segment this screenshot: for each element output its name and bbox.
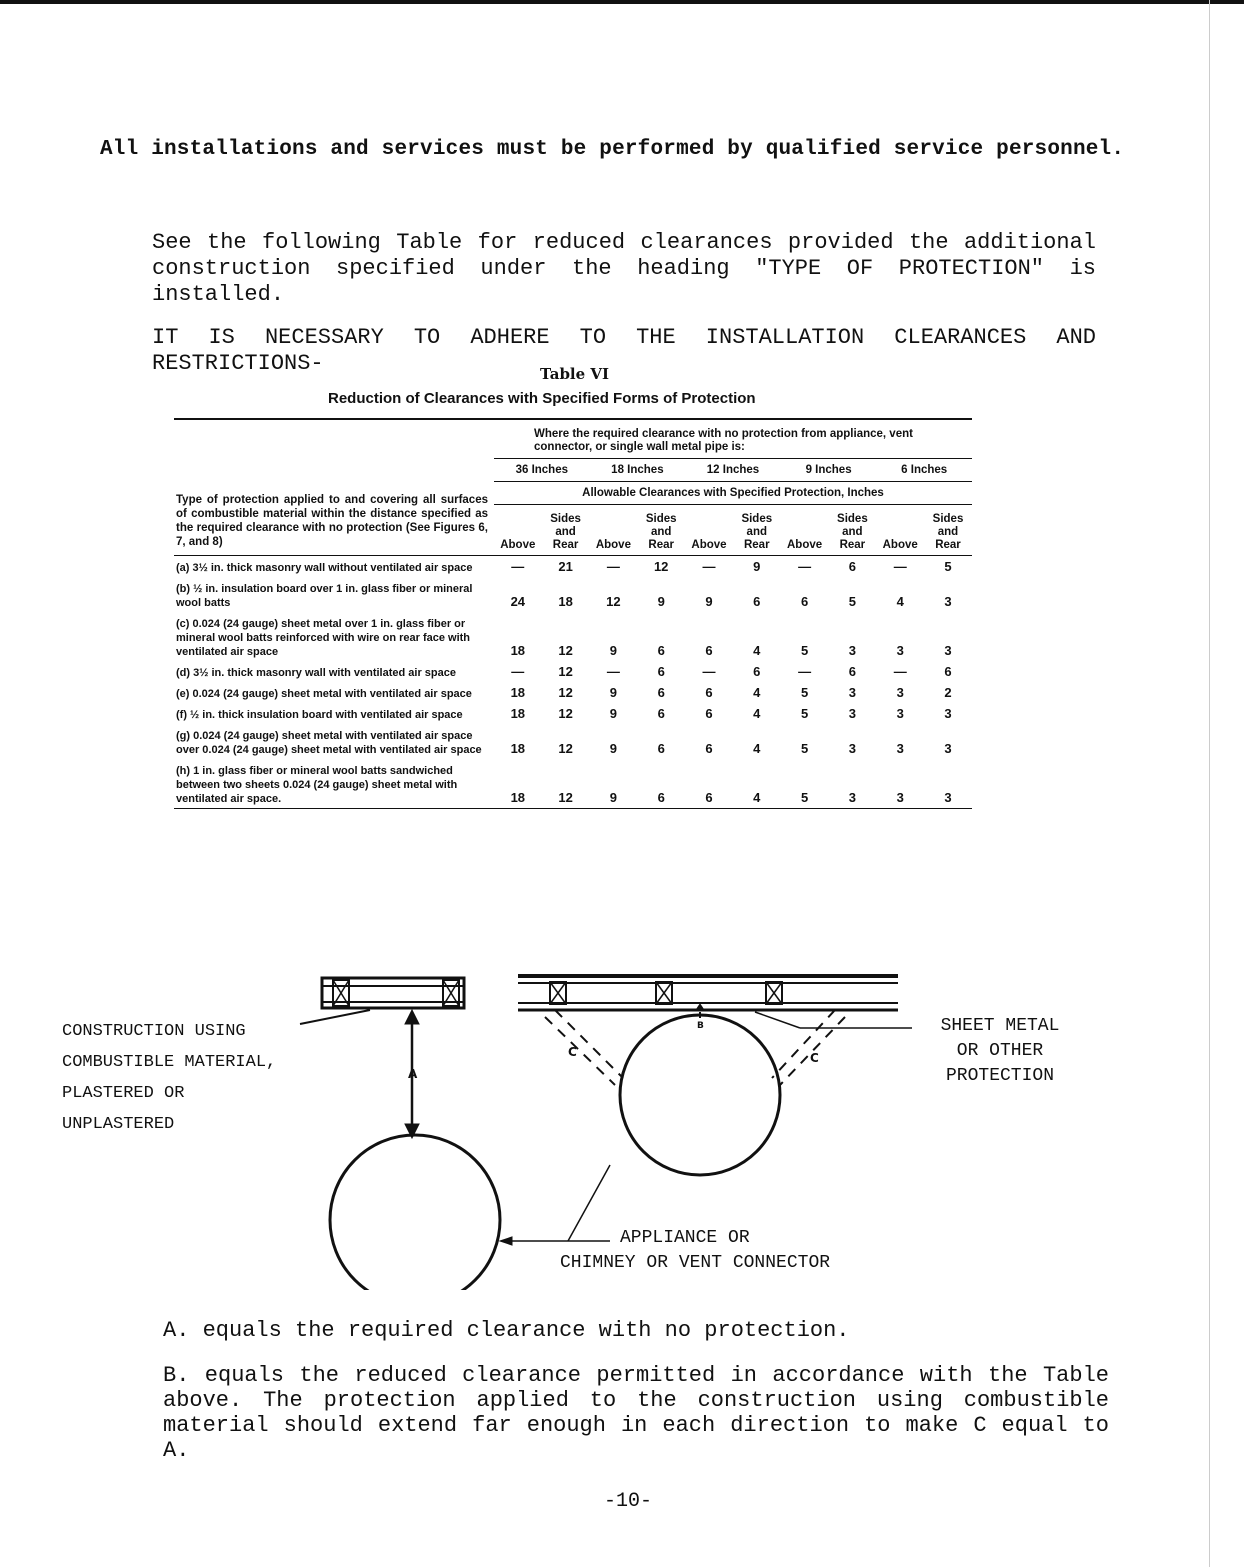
clearance-value-cell: 6	[657, 741, 665, 756]
clearance-value-cell: 6	[705, 706, 713, 721]
clearance-value-cell: 6	[657, 643, 665, 658]
clearance-value-cell: 12	[653, 559, 669, 574]
protection-type-cell: (c) 0.024 (24 gauge) sheet metal over 1 in. glass fiber or mineral wool batts reinforced with wire on rear face with ventilated air space	[176, 618, 471, 658]
clearance-value-cell: 4	[753, 741, 761, 756]
sub-header-sides-rear: Sides and Rear	[932, 513, 964, 551]
clearance-value-cell: 9	[609, 643, 617, 658]
sub-header-sides-rear: Sides and Rear	[837, 513, 868, 551]
clearance-value-cell: 18	[558, 594, 573, 609]
clearance-value-cell: 21	[558, 559, 573, 574]
right-margin-line	[1209, 0, 1210, 1567]
distance-18: 18 Inches	[590, 459, 686, 482]
protection-type-cell: (d) 3½ in. thick masonry wall with ventilated air space	[176, 667, 456, 679]
top-border-line	[0, 0, 1244, 4]
clearance-value-cell: 9	[609, 685, 617, 700]
clearance-value-cell: 6	[705, 741, 713, 756]
clearance-value-cell: 12	[558, 643, 573, 658]
clearance-value-cell: 5	[944, 559, 952, 574]
clearance-value-cell: 9	[705, 594, 713, 609]
clearance-c-left-arrow	[545, 1010, 623, 1085]
clearance-value-cell: 6	[848, 559, 856, 574]
protection-label-line2: OR OTHER	[956, 1041, 1044, 1061]
distance-36: 36 Inches	[494, 459, 590, 482]
clearance-value-cell: 18	[510, 685, 526, 700]
construction-label-line2: COMBUSTIBLE MATERIAL,	[62, 1053, 277, 1072]
note-a: A. equals the required clearance with no protection.	[163, 1318, 850, 1343]
clearance-value-cell: —	[702, 664, 716, 679]
clearance-value-cell: 3	[848, 741, 856, 756]
clearance-value-cell: —	[702, 559, 716, 574]
clearance-value-cell: 6	[657, 706, 665, 721]
clearance-value-cell: 6	[705, 643, 713, 658]
table-row	[174, 682, 972, 703]
distance-9: 9 Inches	[781, 459, 877, 482]
clearance-value-cell: 3	[896, 741, 904, 756]
clearance-value-cell: 5	[800, 685, 809, 700]
clearance-value-cell: 4	[733, 759, 781, 809]
clearance-value-cell: —	[798, 664, 812, 679]
clearance-value-cell: 3	[896, 706, 904, 721]
clearance-value-cell: 9	[753, 559, 761, 574]
clearance-value-cell: 4	[896, 594, 904, 609]
sub-header-above: Above	[500, 539, 536, 551]
protection-label-line1: SHEET METAL	[940, 1016, 1060, 1036]
table-row	[174, 556, 972, 578]
clearance-value-cell: 3	[848, 643, 856, 658]
clearance-value-cell: 5	[800, 706, 809, 721]
distance-12: 12 Inches	[685, 459, 781, 482]
construction-label-line4: UNPLASTERED	[62, 1115, 175, 1134]
clearance-value-cell: 3	[896, 685, 904, 700]
clearance-table	[174, 418, 972, 809]
sub-header-above: Above	[595, 539, 631, 551]
required-clearance-header: Where the required clearance with no protection from appliance, vent connector, or single wall metal pipe is:	[494, 419, 972, 459]
protection-type-cell: (g) 0.024 (24 gauge) sheet metal with ventilated air space over 0.024 (24 gauge) sheet metal with ventilated air space	[176, 730, 482, 756]
clearance-value-cell: 6	[753, 664, 761, 679]
table-row	[174, 577, 972, 612]
letter-c-right: C	[810, 1051, 819, 1065]
clearance-value-cell: 2	[944, 685, 952, 700]
clearance-value-cell: 4	[753, 706, 761, 721]
type-of-protection-header: Type of protection applied to and covering all surfaces of combustible material within the distance specified as the required clearance with no protection (See Figures 6, 7, and 8)	[176, 494, 488, 548]
table-title: Reduction of Clearances with Specified Forms of Protection	[328, 390, 756, 407]
clearance-value-cell: 3	[848, 685, 856, 700]
clearance-value-cell: 18	[494, 759, 542, 809]
clearance-value-cell: 9	[609, 741, 617, 756]
protection-type-cell: (b) ½ in. insulation board over 1 in. glass fiber or mineral wool batts	[176, 583, 473, 609]
sub-header-sides-rear: Sides and Rear	[741, 513, 773, 551]
protection-label	[930, 1014, 1070, 1089]
clearance-value-cell: 6	[848, 664, 856, 679]
leader-lines	[300, 1010, 912, 1245]
construction-label-line3: PLASTERED OR	[62, 1084, 185, 1103]
clearance-value-cell: 9	[590, 759, 638, 809]
sub-header-sides-rear: Sides and Rear	[645, 513, 677, 551]
clearance-value-cell: 5	[800, 643, 809, 658]
table-row	[174, 759, 972, 809]
clearance-value-cell: 12	[558, 706, 573, 721]
table-row	[174, 703, 972, 724]
appliance-label-line1: APPLIANCE OR	[620, 1228, 750, 1248]
clearance-value-cell: 6	[657, 664, 665, 679]
protection-type-cell: (e) 0.024 (24 gauge) sheet metal with ventilated air space	[176, 688, 472, 700]
right-appliance-circle	[620, 1015, 780, 1175]
clearance-value-cell: 6	[637, 759, 685, 809]
protection-type-cell: (f) ½ in. thick insulation board with ventilated air space	[176, 709, 463, 721]
clearance-value-cell: 9	[657, 594, 665, 609]
clearance-value-cell: —	[606, 664, 620, 679]
clearance-value-cell: 6	[753, 594, 761, 609]
letter-c-left: C	[568, 1045, 577, 1059]
table-row	[174, 724, 972, 759]
right-construction-beam	[518, 976, 898, 1010]
clearance-value-cell: —	[511, 664, 525, 679]
adhere-paragraph: IT IS NECESSARY TO ADHERE TO THE INSTALLATION CLEARANCES AND RESTRICTIONS-	[152, 325, 1096, 376]
clearance-value-cell: —	[893, 559, 907, 574]
appliance-label	[560, 1226, 830, 1276]
protection-type-cell: (h) 1 in. glass fiber or mineral wool batts sandwiched between two sheets 0.024 (24 gauge) sheet metal with ventilated air space.	[174, 759, 494, 809]
clearance-value-cell: 6	[800, 594, 809, 609]
clearance-value-cell: 18	[510, 741, 526, 756]
table-row	[174, 612, 972, 661]
clearance-value-cell: 6	[944, 664, 952, 679]
protection-label-line3: PROTECTION	[945, 1066, 1055, 1086]
clearance-value-cell: 6	[657, 685, 665, 700]
intro-paragraph: See the following Table for reduced clearances provided the additional construction specified under the heading "TYPE OF PROTECTION" is installed.	[152, 230, 1096, 307]
clearance-value-cell: 24	[510, 594, 526, 609]
sub-header-above: Above	[691, 539, 727, 551]
clearance-value-cell: 3	[944, 706, 952, 721]
clearance-value-cell: 3	[944, 643, 952, 658]
left-appliance-circle	[330, 1135, 500, 1290]
clearance-value-cell: 3	[944, 741, 952, 756]
clearance-value-cell: 5	[848, 594, 856, 609]
distance-6: 6 Inches	[876, 459, 972, 482]
construction-label-line1: CONSTRUCTION USING	[62, 1022, 246, 1041]
clearance-value-cell: 3	[828, 759, 876, 809]
clearance-value-cell: 9	[609, 706, 617, 721]
sub-header-above: Above	[882, 539, 918, 551]
table-body	[174, 556, 972, 809]
protection-type-cell: (a) 3½ in. thick masonry wall without ventilated air space	[176, 562, 473, 574]
clearance-value-cell: 6	[705, 685, 713, 700]
clearance-value-cell: 5	[781, 759, 829, 809]
service-warning: All installations and services must be performed by qualified service personnel.	[100, 138, 1125, 161]
sub-header-above: Above	[787, 539, 823, 551]
clearance-value-cell: 12	[558, 664, 573, 679]
clearance-value-cell: 5	[800, 741, 809, 756]
clearance-value-cell: 18	[510, 643, 526, 658]
sub-header-sides-rear: Sides and Rear	[550, 513, 581, 551]
appliance-label-line2: CHIMNEY OR VENT CONNECTOR	[560, 1253, 831, 1273]
clearance-value-cell: 18	[510, 706, 526, 721]
table-label: Table VI	[540, 365, 610, 383]
letter-a: A	[408, 1067, 418, 1081]
clearance-value-cell: —	[606, 559, 620, 574]
clearance-value-cell: —	[511, 559, 525, 574]
clearance-value-cell: 4	[753, 685, 761, 700]
letter-b: B	[697, 1021, 704, 1031]
clearance-value-cell: —	[798, 559, 812, 574]
clearance-value-cell: 3	[848, 706, 856, 721]
table-row	[174, 661, 972, 682]
clearance-value-cell: —	[893, 664, 907, 679]
clearance-value-cell: 4	[753, 643, 761, 658]
clearance-value-cell: 12	[558, 685, 573, 700]
clearance-value-cell: 3	[944, 594, 952, 609]
clearance-value-cell: 12	[542, 759, 590, 809]
clearance-value-cell: 12	[558, 741, 573, 756]
allowable-clearances-header: Allowable Clearances with Specified Protection, Inches	[494, 482, 972, 505]
page-number: -10-	[604, 1490, 653, 1513]
note-b: B. equals the reduced clearance permitted in accordance with the Table above. The protection applied to the construction using combustible material should extend far enough in each direction to make C equal to A.	[163, 1363, 1109, 1463]
left-construction-beam	[322, 978, 464, 1008]
clearance-value-cell: 3	[896, 643, 904, 658]
clearance-value-cell: 3	[924, 759, 972, 809]
clearance-value-cell: 12	[606, 594, 621, 609]
clearance-value-cell: 3	[876, 759, 924, 809]
clearance-value-cell: 6	[685, 759, 733, 809]
